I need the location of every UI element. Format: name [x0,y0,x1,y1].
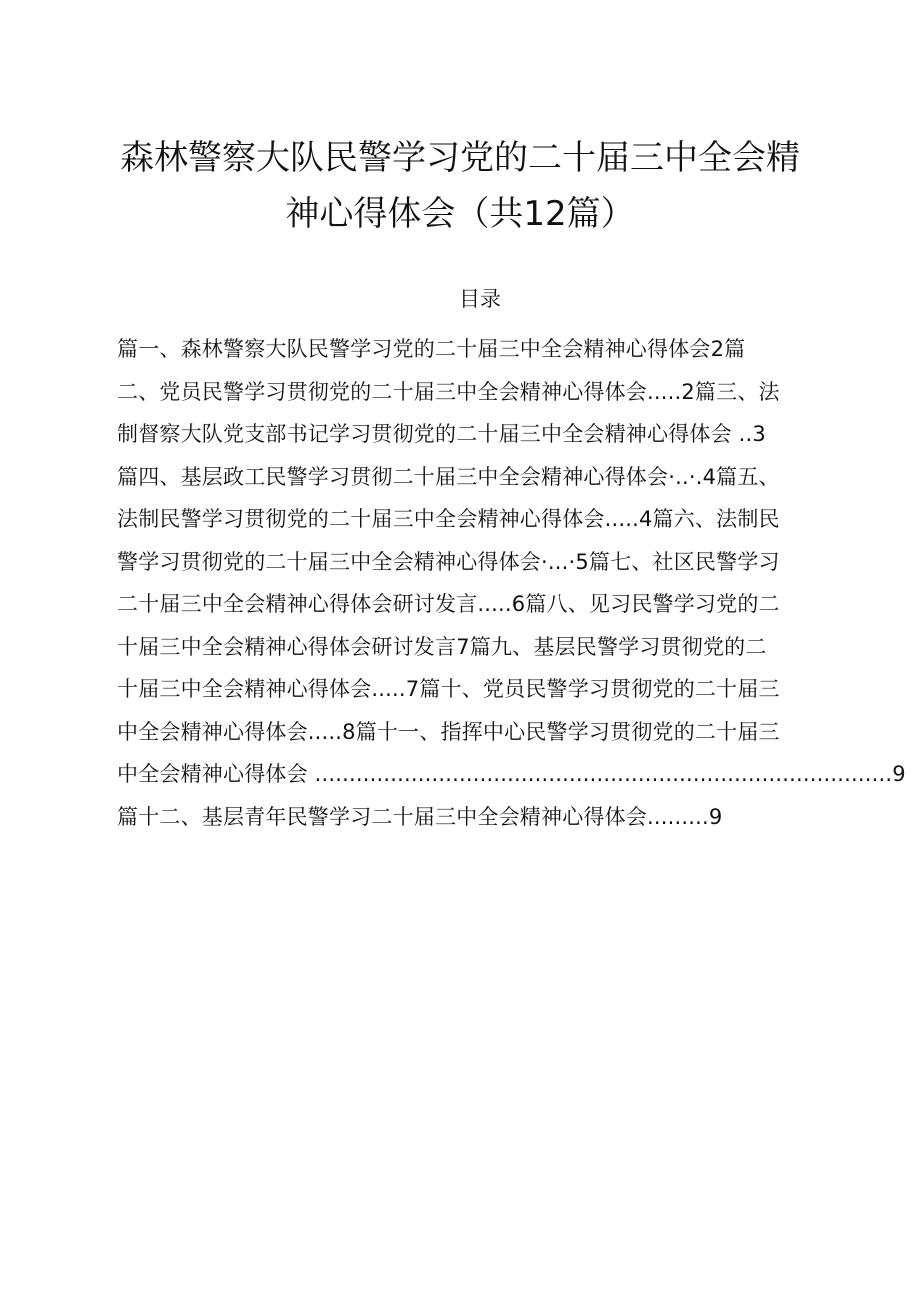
toc-line: 制督察大队党支部书记学习贯彻党的二十届三中全会精神心得体会 ..3 [117,422,766,446]
toc-line: 中全会精神心得体会 ....................................................................................9 [117,762,906,786]
toc-line: 十届三中全会精神心得体会研讨发言7篇九、基层民警学习贯彻党的二 [117,634,767,659]
toc-line: 中全会精神心得体会.....8篇十一、指挥中心民警学习贯彻党的二十届三 [117,719,780,744]
document-title [0,130,920,242]
toc-line: 二、党员民警学习贯彻党的二十届三中全会精神心得体会.....2篇三、法 [117,379,780,404]
toc-line: 法制民警学习贯彻党的二十届三中全会精神心得体会.....4篇六、法制民 [117,507,780,531]
toc-heading: 目录 [459,287,501,311]
toc-line: 篇四、基层政工民警学习贯彻二十届三中全会精神心得体会·..·.4篇五、 [117,464,780,489]
toc-line: 篇十二、基层青年民警学习二十届三中全会精神心得体会.........9 [117,804,723,829]
toc-line: 十届三中全会精神心得体会.....7篇十、党员民警学习贯彻党的二十届三 [117,677,780,701]
table-of-contents [117,328,906,838]
toc-line: 警学习贯彻党的二十届三中全会精神心得体会·...·5篇七、社区民警学习 [117,549,780,574]
toc-line: 篇一、森林警察大队民警学习党的二十届三中全会精神心得体会2篇 [117,337,746,361]
toc-line: 二十届三中全会精神心得体会研讨发言.....6篇八、见习民警学习党的二 [117,592,780,616]
title-line-2: 神心得体会（共12篇） [285,194,635,234]
title-line-1: 森林警察大队民警学习党的二十届三中全会精 [120,138,800,178]
